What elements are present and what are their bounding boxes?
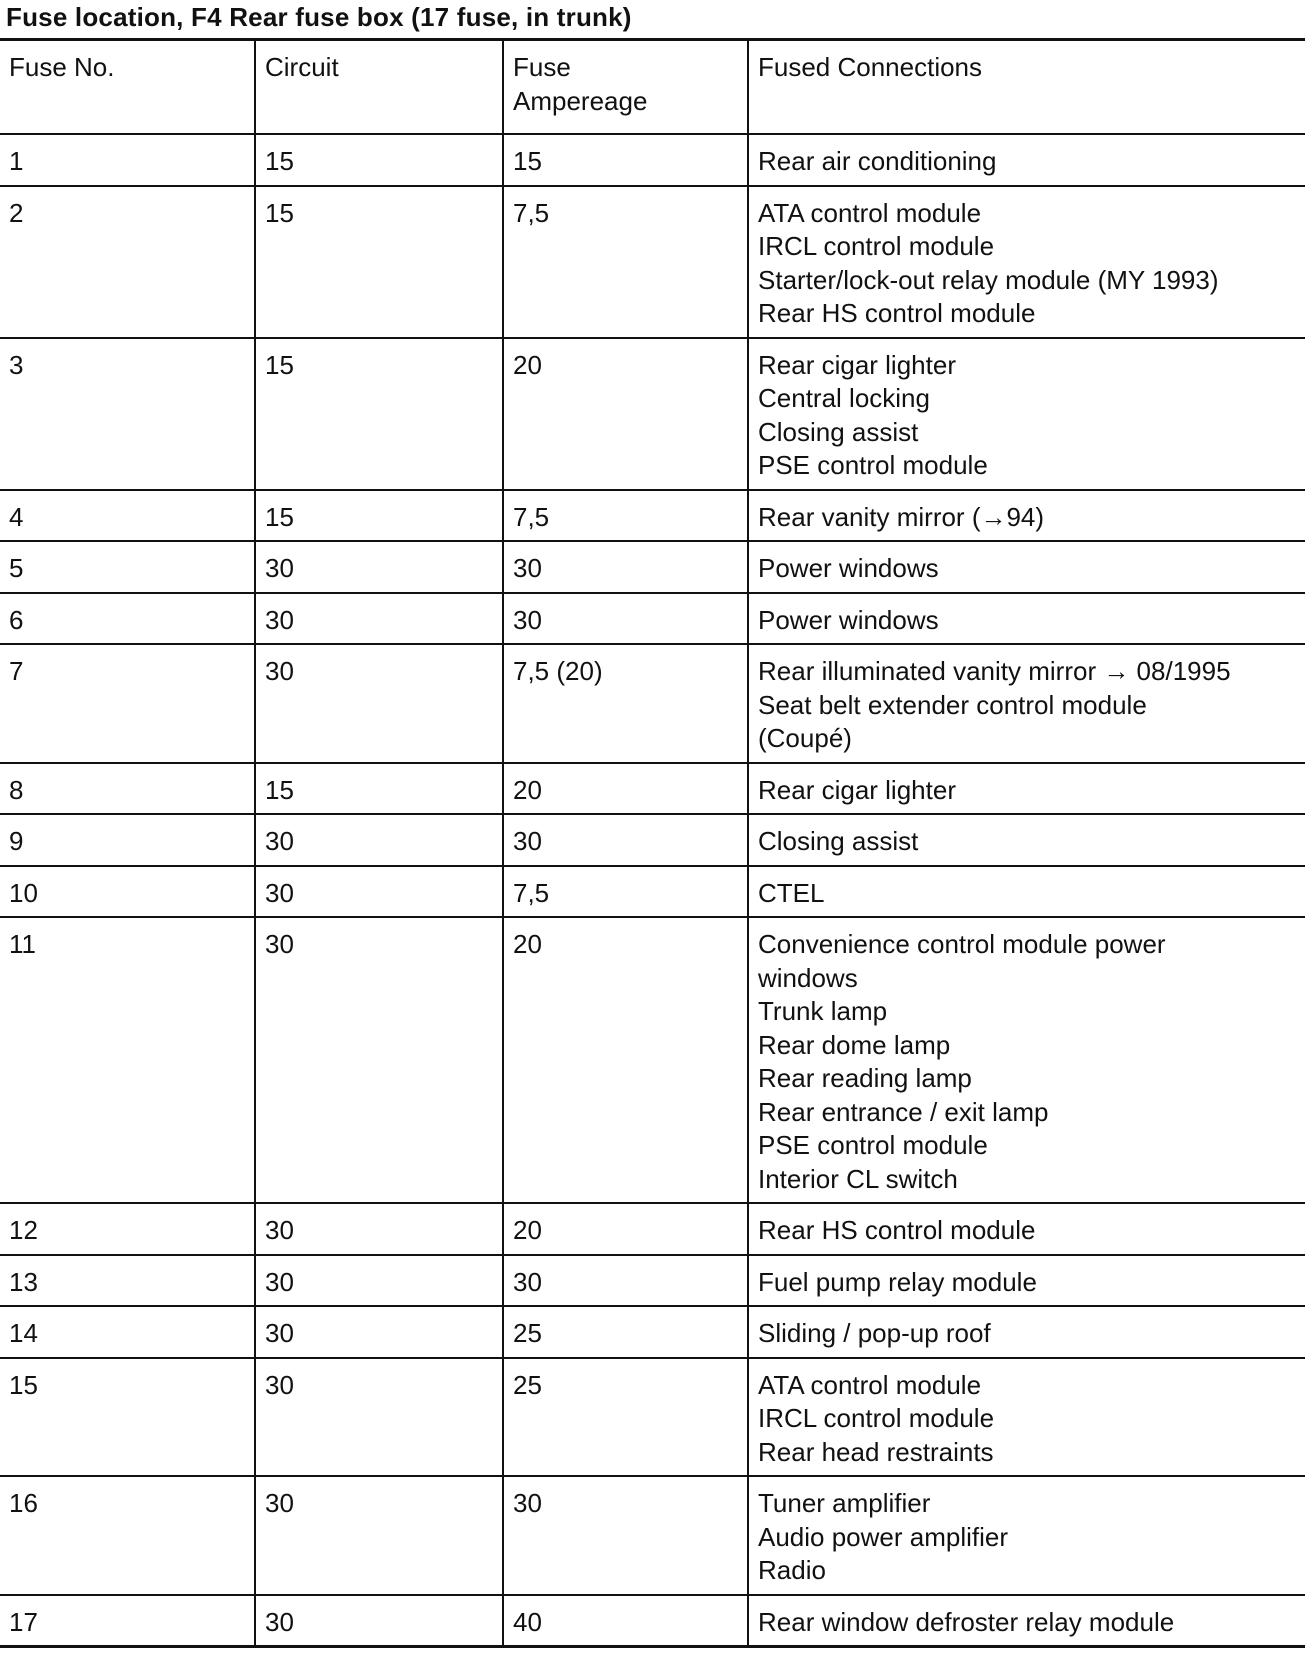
- table-row: [0, 593, 1305, 645]
- connection-item: Interior CL switch: [758, 1163, 958, 1194]
- fused-connections-cell: [748, 917, 1305, 1203]
- circuit-cell: 30: [255, 1203, 503, 1255]
- fused-connections-cell: [748, 134, 1305, 186]
- fuse-number-cell: 11: [0, 917, 255, 1203]
- circuit-cell: 15: [255, 763, 503, 815]
- fuse-number-cell: 15: [0, 1358, 255, 1477]
- connection-item: Fuel pump relay module: [758, 1266, 1037, 1297]
- connection-item: Rear head restraints: [758, 1436, 994, 1467]
- table-row: [0, 338, 1305, 490]
- connection-item: IRCL control module: [758, 1403, 995, 1433]
- connection-item: Rear HS control module: [758, 1215, 1036, 1245]
- circuit-cell: 15: [255, 186, 503, 338]
- fuse-number-cell: 10: [0, 866, 255, 918]
- connection-item: Convenience control module power: [758, 929, 1166, 959]
- connection-item: Rear vanity mirror (→94): [758, 501, 1045, 532]
- table-row: [0, 644, 1305, 763]
- circuit-cell: 30: [255, 1476, 503, 1595]
- fuse-number-cell: 14: [0, 1306, 255, 1358]
- table-row: [0, 134, 1305, 186]
- connection-item: CTEL: [758, 877, 825, 908]
- amperage-cell: 20: [503, 917, 748, 1203]
- table-row: [0, 1358, 1305, 1477]
- connection-item: Starter/lock-out relay module (MY 1993): [758, 264, 1219, 295]
- amperage-cell: 25: [503, 1306, 748, 1358]
- amperage-cell: 7,5 (20): [503, 644, 748, 763]
- amperage-cell: 20: [503, 338, 748, 490]
- fuse-number-cell: 12: [0, 1203, 255, 1255]
- connection-item: Rear reading lamp: [758, 1063, 972, 1093]
- connection-item: Power windows: [758, 553, 939, 583]
- circuit-cell: 30: [255, 593, 503, 645]
- fused-connections-cell: [748, 1476, 1305, 1595]
- fuse-number-cell: 9: [0, 814, 255, 866]
- connection-item: Rear window defroster relay module: [758, 1606, 1175, 1637]
- connection-item: Seat belt extender control module: [758, 689, 1147, 720]
- amperage-cell: 30: [503, 541, 748, 593]
- table-row: [0, 1203, 1305, 1255]
- connection-item: windows: [758, 962, 858, 993]
- amperage-cell: 30: [503, 593, 748, 645]
- table-row: [0, 814, 1305, 866]
- connection-item: Rear illuminated vanity mirror → 08/1995: [758, 656, 1231, 686]
- table-row: [0, 1306, 1305, 1358]
- amperage-cell: 30: [503, 814, 748, 866]
- amperage-cell: 40: [503, 1595, 748, 1647]
- fused-connections-cell: [748, 1203, 1305, 1255]
- connection-item: Trunk lamp: [758, 996, 888, 1026]
- header-fused-connections: Fused Connections: [748, 40, 1305, 135]
- amperage-cell: 30: [503, 1255, 748, 1307]
- fused-connections-cell: [748, 763, 1305, 815]
- header-row: [0, 40, 1305, 135]
- table-row: [0, 541, 1305, 593]
- circuit-cell: 30: [255, 644, 503, 763]
- circuit-cell: 30: [255, 1595, 503, 1647]
- connection-item: Rear dome lamp: [758, 1029, 951, 1060]
- circuit-cell: 30: [255, 541, 503, 593]
- fuse-table: [0, 38, 1305, 1648]
- circuit-cell: 30: [255, 1255, 503, 1307]
- connection-item: Tuner amplifier: [758, 1488, 931, 1518]
- table-row: [0, 1255, 1305, 1307]
- amperage-cell: 20: [503, 763, 748, 815]
- circuit-cell: 15: [255, 338, 503, 490]
- table-row: [0, 490, 1305, 542]
- table-row: [0, 1476, 1305, 1595]
- fuse-number-cell: 8: [0, 763, 255, 815]
- connection-item: Rear entrance / exit lamp: [758, 1096, 1049, 1127]
- fuse-number-cell: 3: [0, 338, 255, 490]
- connection-item: Central locking: [758, 383, 930, 413]
- header-fuse-no: Fuse No.: [0, 40, 255, 135]
- circuit-cell: 30: [255, 1358, 503, 1477]
- amperage-cell: 7,5: [503, 186, 748, 338]
- fuse-number-cell: 5: [0, 541, 255, 593]
- fuse-number-cell: 7: [0, 644, 255, 763]
- fuse-number-cell: 1: [0, 134, 255, 186]
- fuse-number-cell: 13: [0, 1255, 255, 1307]
- amperage-cell: 7,5: [503, 490, 748, 542]
- fuse-number-cell: 17: [0, 1595, 255, 1647]
- circuit-cell: 30: [255, 1306, 503, 1358]
- circuit-cell: 30: [255, 866, 503, 918]
- connection-item: Closing assist: [758, 416, 919, 447]
- amperage-cell: 15: [503, 134, 748, 186]
- page-title: Fuse location, F4 Rear fuse box (17 fuse, in trunk): [6, 2, 632, 32]
- fused-connections-cell: [748, 186, 1305, 338]
- connection-item: IRCL control module: [758, 231, 995, 261]
- table-row: [0, 917, 1305, 1203]
- circuit-cell: 15: [255, 134, 503, 186]
- fuse-number-cell: 4: [0, 490, 255, 542]
- circuit-cell: 30: [255, 814, 503, 866]
- amperage-cell: 7,5: [503, 866, 748, 918]
- fuse-number-cell: 2: [0, 186, 255, 338]
- fused-connections-cell: [748, 490, 1305, 542]
- fuse-number-cell: 6: [0, 593, 255, 645]
- connection-item: ATA control module: [758, 197, 982, 228]
- fuse-number-cell: 16: [0, 1476, 255, 1595]
- connection-item: Sliding / pop-up roof: [758, 1318, 991, 1348]
- table-row: [0, 763, 1305, 815]
- fused-connections-cell: [748, 593, 1305, 645]
- circuit-cell: 30: [255, 917, 503, 1203]
- fused-connections-cell: [748, 338, 1305, 490]
- connection-item: (Coupé): [758, 723, 852, 753]
- fused-connections-cell: [748, 1358, 1305, 1477]
- fused-connections-cell: [748, 541, 1305, 593]
- fused-connections-cell: [748, 1595, 1305, 1647]
- table-row: [0, 1595, 1305, 1647]
- table-row: [0, 866, 1305, 918]
- fused-connections-cell: [748, 1255, 1305, 1307]
- connection-item: Rear cigar lighter: [758, 774, 956, 805]
- fused-connections-cell: [748, 1306, 1305, 1358]
- connection-item: Rear air conditioning: [758, 146, 997, 176]
- connection-item: Radio: [758, 1555, 826, 1585]
- connection-item: PSE control module: [758, 1130, 988, 1160]
- connection-item: Closing assist: [758, 826, 919, 856]
- amperage-cell: 30: [503, 1476, 748, 1595]
- amperage-cell: 20: [503, 1203, 748, 1255]
- connection-item: ATA control module: [758, 1369, 982, 1400]
- table-row: [0, 186, 1305, 338]
- connection-item: PSE control module: [758, 450, 988, 480]
- connection-item: Rear cigar lighter: [758, 349, 956, 380]
- header-fuse-ampereage: Fuse Ampereage: [503, 40, 748, 135]
- connection-item: Audio power amplifier: [758, 1521, 1009, 1552]
- fused-connections-cell: [748, 644, 1305, 763]
- header-circuit: Circuit: [255, 40, 503, 135]
- fused-connections-cell: [748, 866, 1305, 918]
- fused-connections-cell: [748, 814, 1305, 866]
- circuit-cell: 15: [255, 490, 503, 542]
- amperage-cell: 25: [503, 1358, 748, 1477]
- connection-item: Rear HS control module: [758, 298, 1036, 328]
- table-body: [0, 134, 1305, 1647]
- connection-item: Power windows: [758, 604, 939, 635]
